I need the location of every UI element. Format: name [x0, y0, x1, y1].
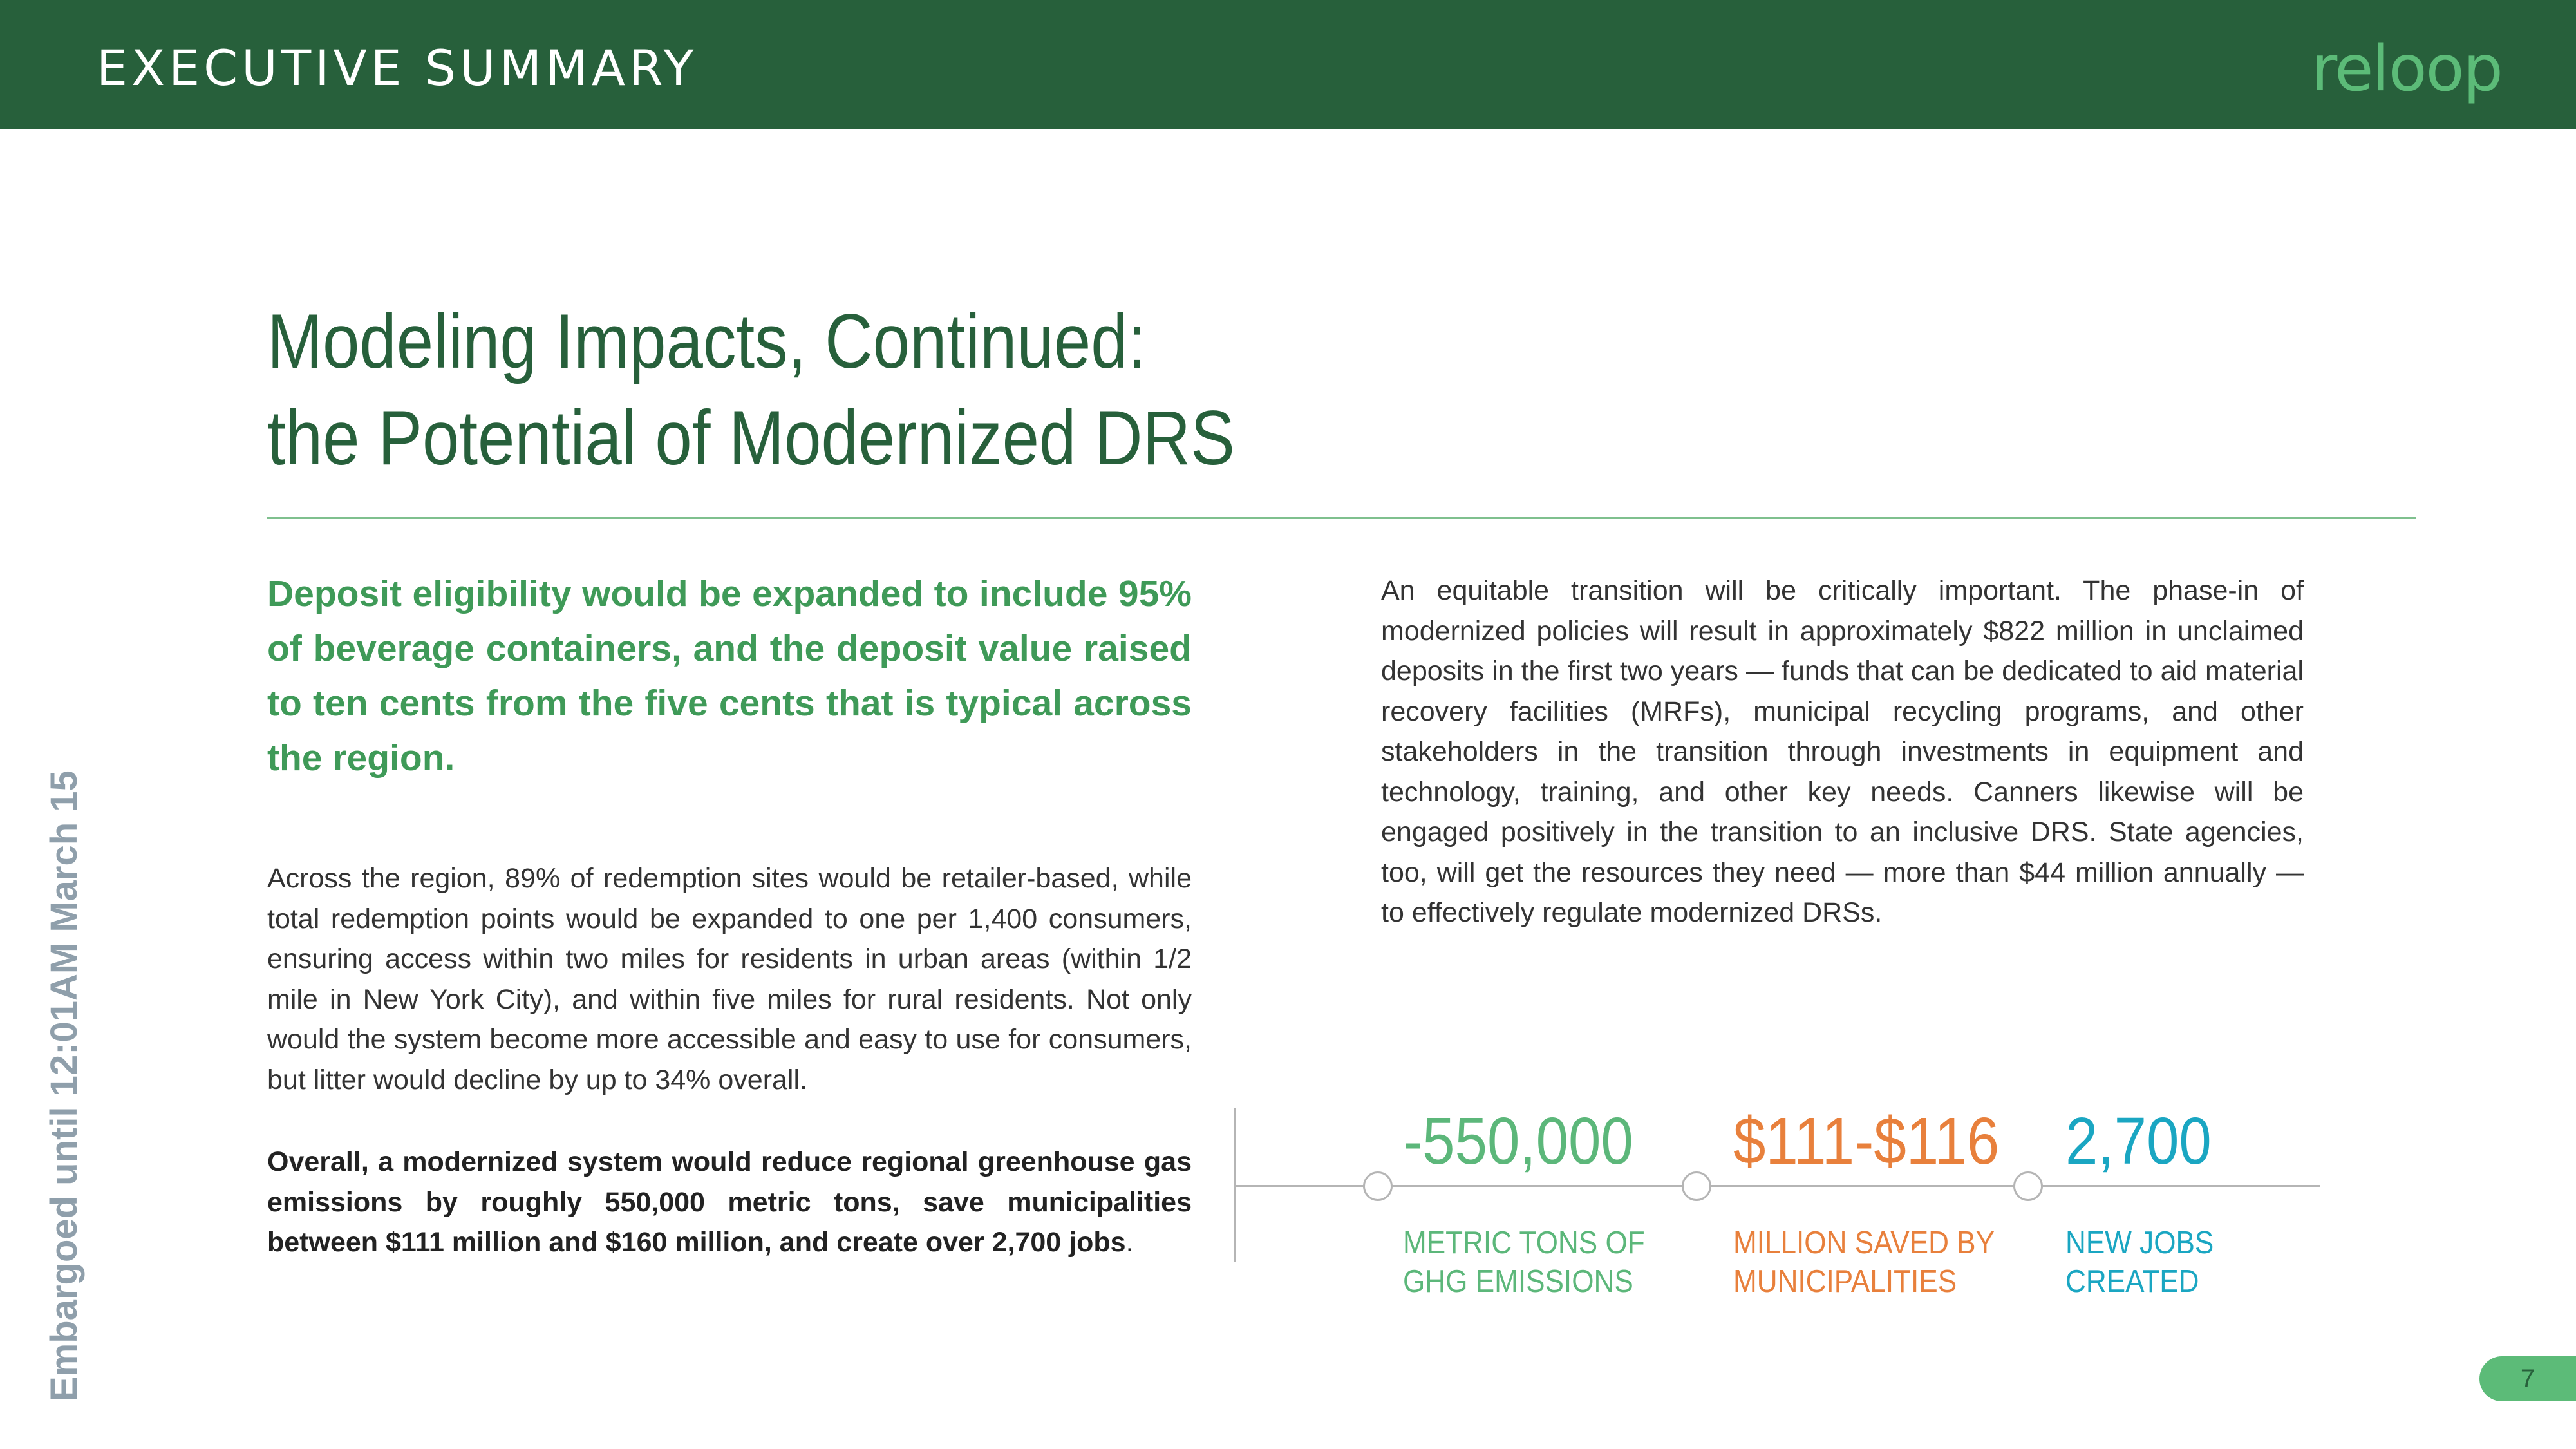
stat-value: 2,700 [2065, 1104, 2212, 1178]
stat-ghg [1403, 1104, 1712, 1301]
embargo-notice: Embargoed until 12:01AM March 15 [43, 770, 85, 1401]
left-column [267, 567, 1192, 1263]
timeline-node [1363, 1171, 1393, 1201]
title-line-2: the Potential of Modernized DRS [267, 395, 1235, 481]
stat-label [1733, 1224, 2011, 1301]
stat-label-line: METRIC TONS OF [1403, 1226, 1645, 1260]
reloop-logo [2311, 40, 2530, 111]
stat-label-line: NEW JOBS [2065, 1226, 2214, 1260]
stat-jobs [2065, 1104, 2374, 1301]
title-divider [267, 517, 2416, 519]
stats-timeline [1234, 1104, 2329, 1299]
stat-label-line: MILLION SAVED BY [1733, 1226, 1995, 1260]
stat-value: $111-$116 [1733, 1104, 2000, 1178]
stat-label-line: CREATED [2065, 1264, 2199, 1299]
title-line-1: Modeling Impacts, Continued: [267, 298, 1147, 384]
stat-label [1403, 1224, 1681, 1301]
stat-label [2065, 1224, 2344, 1301]
transition-paragraph: An equitable transition will be critically important. The phase-in of modernized policies will result in approximately $822 million in unclaimed deposits in the first two years — funds that can be dedicated to aid material recovery facilities (MRFs), municipal recycling programs, and other stakeholders in the transition through investments in equipment and technology, training, and other key needs. Canners likewise will be engaged positively in the transition to an inclusive DRS. State agencies, too, will get the resources they need — more than $44 million annually — to effectively regulate modernized DRSs. [1381, 575, 2304, 928]
logo-text: reloop [2311, 40, 2502, 106]
section-label: EXECUTIVE SUMMARY [97, 39, 698, 97]
lead-paragraph: Deposit eligibility would be expanded to include 95% of beverage containers, and the deposit value raised to ten cents from the five cents that is typical across the region. [267, 573, 1192, 779]
stat-label-line: GHG EMISSIONS [1403, 1264, 1633, 1299]
summary-text: Overall, a modernized system would reduce regional greenhouse gas emissions by roughly 550,000 metric tons, save municipalities between $111 million and $160 million, and create over 2,700 jobs [267, 1146, 1192, 1258]
summary-paragraph [267, 1142, 1192, 1263]
page-number: 7 [2520, 1365, 2535, 1393]
stat-label-line: MUNICIPALITIES [1733, 1264, 1957, 1299]
stat-municipal-savings [1733, 1104, 2042, 1301]
summary-period: . [1125, 1227, 1134, 1258]
header-bar [0, 0, 2576, 129]
page-number-tab [2479, 1356, 2576, 1401]
redemption-paragraph: Across the region, 89% of redemption sites would be retailer-based, while total redemption points would be expanded to one per 1,400 consumers, ensuring access within two miles for residents in urban areas (within 1/2 mile in New York City), and within five miles for rural residents. Not only would the system become more accessible and easy to use for consumers, but litter would decline by up to 34% overall. [267, 863, 1192, 1095]
right-column [1381, 571, 2304, 933]
page-title [267, 293, 1485, 486]
stat-value: -550,000 [1403, 1104, 1633, 1178]
